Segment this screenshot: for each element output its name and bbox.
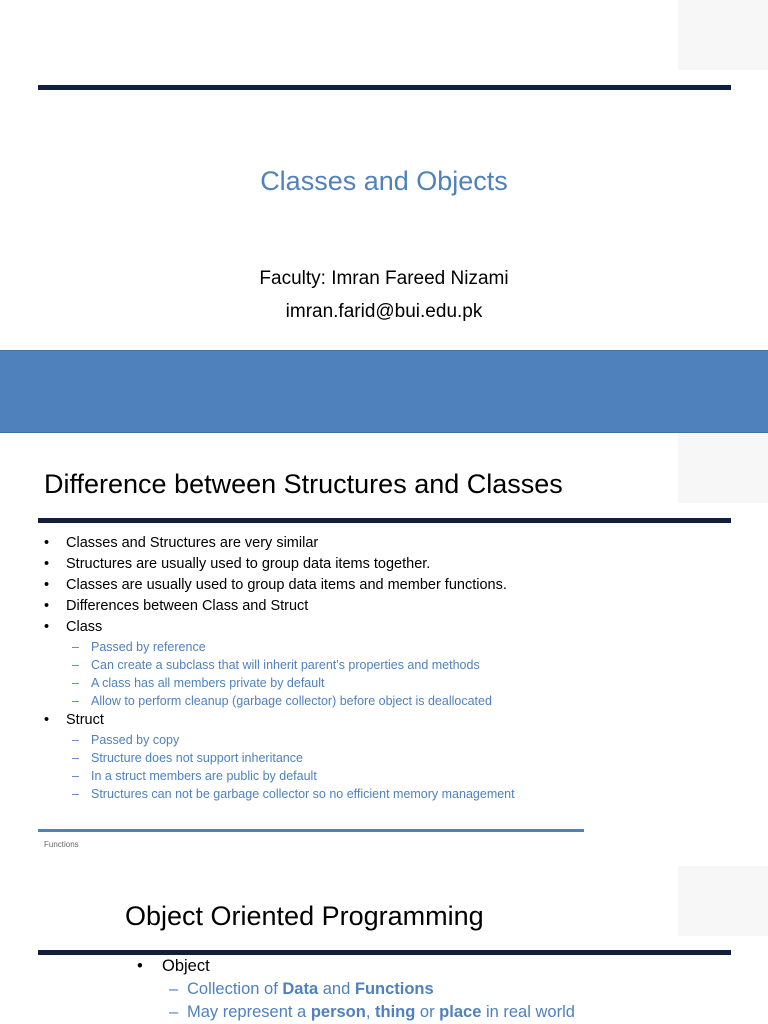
sub-item: – A class has all members private by default bbox=[72, 676, 325, 690]
title-rule bbox=[38, 85, 731, 90]
slide-oop bbox=[0, 866, 768, 1024]
slide-heading: Object Oriented Programming bbox=[125, 901, 484, 931]
bullet-list bbox=[137, 955, 575, 1024]
bullet-list bbox=[44, 533, 744, 803]
sub-item: – Passed by copy bbox=[72, 733, 180, 747]
presentation-title: Classes and Objects bbox=[260, 166, 508, 196]
faculty-email: imran.farid@bui.edu.pk bbox=[285, 301, 483, 322]
blue-band bbox=[0, 350, 768, 433]
list-item: • Classes are usually used to group data items and member functions. bbox=[44, 577, 507, 593]
sub-item: – Collection of Data and Functions bbox=[169, 980, 434, 998]
sub-item: – May represent a person, thing or place in real world bbox=[169, 1003, 575, 1021]
corner-shade bbox=[678, 433, 768, 503]
list-item-class: • Class bbox=[44, 619, 103, 635]
list-item: • Object bbox=[137, 957, 210, 975]
corner-shade bbox=[678, 866, 768, 936]
slide-footer: Functions bbox=[44, 840, 79, 849]
sub-item: – Can create a subclass that will inherit parent's properties and methods bbox=[72, 658, 480, 672]
sub-item: – Passed by reference bbox=[72, 640, 206, 654]
heading-rule bbox=[38, 518, 731, 523]
sub-item: – Allow to perform cleanup (garbage collector) before object is deallocated bbox=[72, 694, 492, 708]
slide-title bbox=[0, 0, 768, 350]
sub-item: – Structures can not be garbage collector so no efficient memory management bbox=[72, 787, 515, 801]
list-item-struct: • Struct bbox=[44, 712, 104, 728]
footer-rule bbox=[38, 829, 584, 832]
corner-shade bbox=[678, 0, 768, 70]
sub-item: – In a struct members are public by default bbox=[72, 769, 317, 783]
list-item: • Differences between Class and Struct bbox=[44, 598, 309, 614]
faculty-name: Faculty: Imran Fareed Nizami bbox=[259, 268, 509, 289]
list-item: • Classes and Structures are very similar bbox=[44, 535, 319, 551]
sub-item: – Structure does not support inheritance bbox=[72, 751, 303, 765]
slide-structures-vs-classes bbox=[0, 433, 768, 853]
list-item: • Structures are usually used to group data items together. bbox=[44, 556, 431, 572]
slide-heading: Difference between Structures and Classes bbox=[44, 469, 563, 499]
